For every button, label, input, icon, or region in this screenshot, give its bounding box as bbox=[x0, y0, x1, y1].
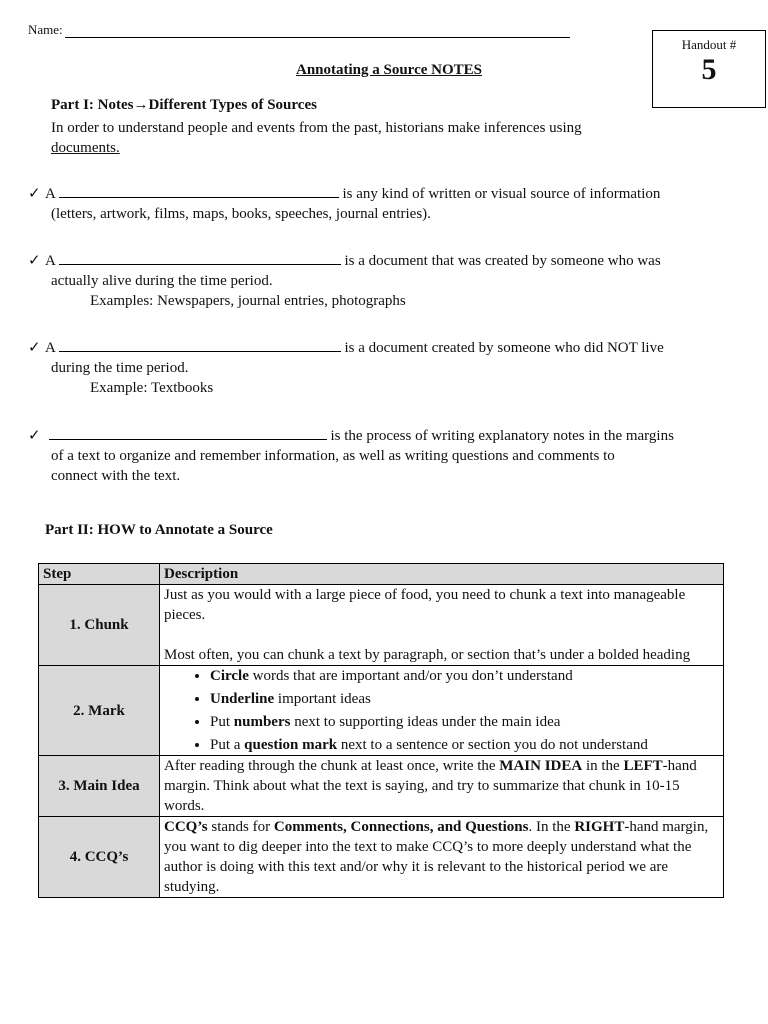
name-label: Name: bbox=[28, 22, 63, 37]
desc-ccq: CCQ’s stands for Comments, Connections, and Questions. In the RIGHT-hand margin, you want to dig deeper into the text to make CCQ’s to more deeply understand what the author is doing with this text and/or why it is relevant to the historical period we are studying. bbox=[160, 817, 724, 898]
intro-documents: documents. bbox=[51, 140, 120, 156]
item-continuation: (letters, artwork, films, maps, books, speeches, journal entries). bbox=[51, 206, 431, 222]
part1-intro bbox=[51, 118, 701, 158]
arrow-icon: → bbox=[133, 97, 149, 113]
desc-chunk bbox=[160, 585, 724, 666]
item-continuation-2: connect with the text. bbox=[51, 468, 181, 484]
fill-in-blank[interactable] bbox=[59, 250, 341, 265]
chunk-paragraph-2: Most often, you can chunk a text by paragraph, or section that’s under a bolded heading bbox=[164, 647, 691, 663]
annotation-steps-table bbox=[38, 563, 724, 898]
table-row bbox=[39, 666, 724, 756]
chunk-paragraph-1: Just as you would with a large piece of food, you need to chunk a text into manageable pieces. bbox=[164, 587, 686, 623]
name-field[interactable] bbox=[28, 22, 570, 38]
name-blank-line[interactable] bbox=[65, 24, 570, 38]
desc-mark bbox=[160, 666, 724, 756]
list-item bbox=[28, 425, 728, 486]
part2-heading: Part II: HOW to Annotate a Source bbox=[45, 522, 273, 538]
list-item: • Circle words that are important and/or you don’t understand bbox=[210, 666, 719, 686]
list-item bbox=[28, 250, 728, 311]
item-prefix: A bbox=[45, 186, 56, 202]
item-text: is a document created by someone who did NOT live bbox=[344, 340, 664, 356]
checkmark-icon: ✓ bbox=[28, 186, 41, 202]
item-text: is any kind of written or visual source of information bbox=[342, 186, 661, 202]
table-row bbox=[39, 585, 724, 666]
list-item: • Put a question mark next to a sentence or section you do not understand bbox=[210, 735, 719, 755]
page-title: Annotating a Source NOTES bbox=[295, 62, 482, 78]
list-item: • Put numbers next to supporting ideas under the main idea bbox=[210, 712, 719, 732]
desc-main-idea: After reading through the chunk at least once, write the MAIN IDEA in the LEFT-hand margin. Think about what the text is saying, and try to summarize that chunk in 10-15 words. bbox=[160, 756, 724, 817]
column-header-description: Description bbox=[160, 564, 724, 585]
item-example: Example: Textbooks bbox=[90, 380, 214, 396]
list-item bbox=[28, 183, 728, 224]
list-item bbox=[28, 337, 728, 398]
column-header-step: Step bbox=[39, 564, 160, 585]
table-row bbox=[39, 756, 724, 817]
item-text: is a document that was created by someone who was bbox=[344, 253, 661, 269]
table-row bbox=[39, 817, 724, 898]
item-text: is the process of writing explanatory notes in the margins bbox=[330, 428, 674, 444]
item-example: Examples: Newspapers, journal entries, photographs bbox=[90, 293, 406, 309]
fill-in-blank[interactable] bbox=[59, 337, 341, 352]
checkmark-icon: ✓ bbox=[28, 253, 41, 269]
mark-bullet-list bbox=[164, 666, 719, 755]
item-continuation: actually alive during the time period. bbox=[51, 273, 273, 289]
list-item: • Underline important ideas bbox=[210, 689, 719, 709]
intro-text: In order to understand people and events from the past, historians make inferences using bbox=[51, 120, 582, 136]
checkmark-icon: ✓ bbox=[28, 340, 41, 356]
checkmark-icon: ✓ bbox=[28, 428, 41, 444]
step-chunk: 1. Chunk bbox=[39, 585, 160, 666]
part1-heading bbox=[51, 97, 317, 114]
item-prefix: A bbox=[45, 340, 56, 356]
part1-heading-b: Different Types of Sources bbox=[148, 97, 317, 113]
step-ccq: 4. CCQ’s bbox=[39, 817, 160, 898]
handout-label: Handout # bbox=[681, 37, 737, 52]
handout-number: 5 bbox=[701, 53, 717, 86]
fill-in-blank[interactable] bbox=[59, 183, 339, 198]
table-header-row bbox=[39, 564, 724, 585]
item-continuation: during the time period. bbox=[51, 360, 189, 376]
step-main-idea: 3. Main Idea bbox=[39, 756, 160, 817]
part1-heading-a: Part I: Notes bbox=[51, 97, 134, 113]
fill-in-blank[interactable] bbox=[49, 425, 327, 440]
item-continuation: of a text to organize and remember information, as well as writing questions and comments to bbox=[51, 448, 615, 464]
step-mark: 2. Mark bbox=[39, 666, 160, 756]
item-prefix: A bbox=[45, 253, 56, 269]
